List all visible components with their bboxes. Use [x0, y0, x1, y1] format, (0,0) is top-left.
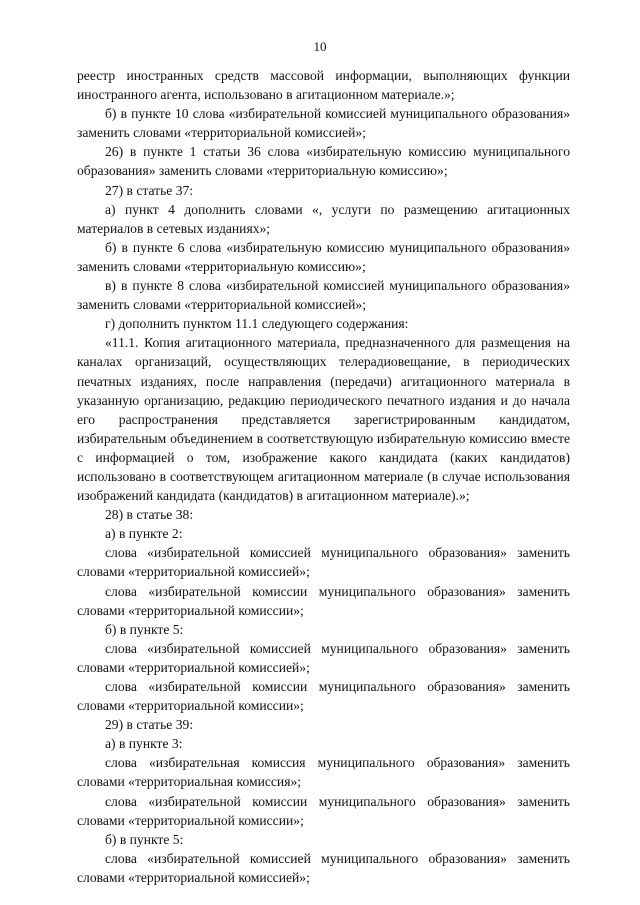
- paragraph: б) в пункте 6 слова «избирательную комиссию муниципального образования» заменить словами «территориальную комиссию»;: [77, 239, 570, 274]
- paragraph: 26) в пункте 1 статьи 36 слова «избирательную комиссию муниципального образования» заменить словами «территориальную комиссию»;: [77, 144, 570, 179]
- paragraph: слова «избирательной комиссией муниципального образования» заменить словами «территориальной комиссией»;: [77, 850, 570, 885]
- paragraph: 27) в статье 37:: [105, 182, 194, 198]
- paragraph: в) в пункте 8 слова «избирательной комиссией муниципального образования» заменить словами «территориальной комиссией»;: [77, 278, 570, 313]
- paragraph: реестр иностранных средств массовой информации, выполняющих функции иностранного агента, использовано в агитационном материале.»;: [77, 68, 570, 103]
- paragraph: г) дополнить пунктом 11.1 следующего содержания:: [105, 316, 409, 332]
- paragraph: «11.1. Копия агитационного материала, предназначенного для размещения на каналах организаций, осуществляющих телерадиовещание, в периодических печатных изданиях, после направления (передачи) агитационного материала в указанную организацию, редакцию периодического печатного издания и до начала его распространения представляется зарегистрированным кандидатом, избирательным объединением в соответствующую избирательную комиссию вместе с информацией о том, изображение какого кандидата (каких кандидатов) использовано в соответствующем агитационном материале (в случае использования изображений кандидата (кандидатов) в агитационном материале).»;: [77, 335, 570, 504]
- paragraph: б) в пункте 5:: [105, 621, 184, 637]
- paragraph: б) в пункте 10 слова «избирательной комиссией муниципального образования» заменить словами «территориальной комиссией»;: [77, 106, 570, 141]
- paragraph: слова «избирательной комиссией муниципального образования» заменить словами «территориальной комиссией»;: [77, 545, 570, 580]
- page-number: 10: [313, 39, 327, 54]
- paragraph: а) пункт 4 дополнить словами «, услуги по размещению агитационных материалов в сетевых изданиях»;: [77, 201, 570, 236]
- paragraph: слова «избирательной комиссией муниципального образования» заменить словами «территориальной комиссией»;: [77, 640, 570, 675]
- paragraph: а) в пункте 2:: [105, 526, 183, 542]
- paragraph: 29) в статье 39:: [105, 717, 194, 733]
- paragraph: 28) в статье 38:: [105, 507, 194, 523]
- paragraph: слова «избирательной комиссии муниципального образования» заменить словами «территориальной комиссии»;: [77, 583, 570, 618]
- paragraph: слова «избирательной комиссии муниципального образования» заменить словами «территориальной комиссии»;: [77, 679, 570, 714]
- paragraph: а) в пункте 3:: [105, 736, 183, 752]
- paragraph: слова «избирательная комиссия муниципального образования» заменить словами «территориальная комиссия»;: [77, 755, 570, 790]
- document-body: [77, 66, 570, 887]
- paragraph: б) в пункте 5:: [105, 831, 184, 847]
- paragraph: слова «избирательной комиссии муниципального образования» заменить словами «территориальной комиссии»;: [77, 793, 570, 828]
